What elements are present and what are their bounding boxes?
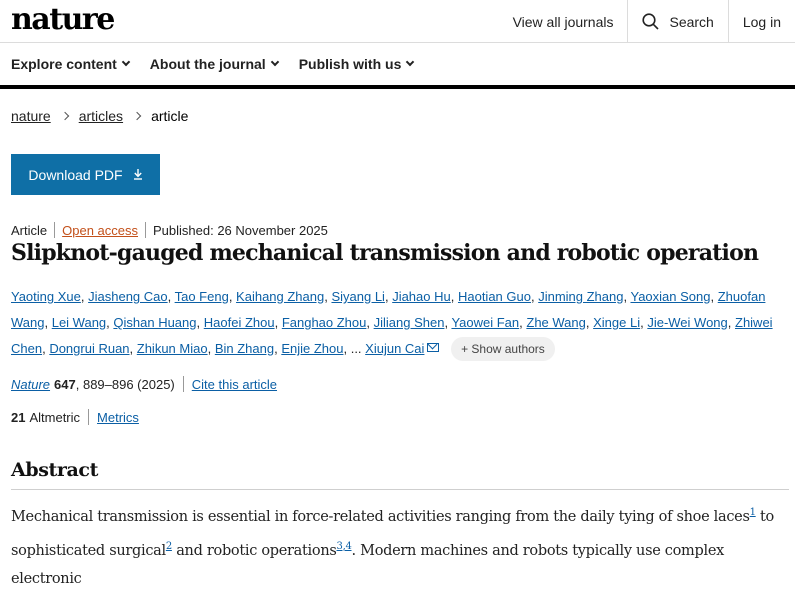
author-link[interactable]: Zhikun Miao xyxy=(136,341,208,356)
author-link[interactable]: Bin Zhang xyxy=(214,341,275,356)
journal-nav xyxy=(0,43,795,89)
journal-link[interactable]: Nature xyxy=(11,376,51,392)
search-icon xyxy=(642,13,659,30)
chevron-right-icon xyxy=(133,112,141,120)
explore-content-label: Explore content xyxy=(11,56,117,72)
download-icon xyxy=(133,167,143,183)
author-link[interactable]: Jie-Wei Wong xyxy=(647,315,728,330)
abstract-text xyxy=(11,497,795,593)
divider xyxy=(145,222,146,238)
author-link[interactable]: Jiliang Shen xyxy=(373,315,445,330)
author-link[interactable]: Yaoxian Song xyxy=(630,289,711,304)
author-link[interactable]: Qishan Huang xyxy=(113,315,197,330)
author-ellipsis: ... xyxy=(350,341,362,356)
author-link[interactable]: Jiasheng Cao xyxy=(88,289,168,304)
author-link[interactable]: Zhe Wang xyxy=(526,315,586,330)
article-type: Article xyxy=(11,222,48,238)
author-link[interactable]: Haotian Guo xyxy=(457,289,531,304)
breadcrumb-nature[interactable]: nature xyxy=(11,108,51,124)
download-pdf-label: Download PDF xyxy=(28,166,123,183)
article-meta xyxy=(11,222,328,238)
divider xyxy=(88,409,89,425)
reference-link[interactable]: 3,4 xyxy=(336,540,352,552)
site-header xyxy=(0,0,795,43)
abstract-line2-mid: and robotic operations xyxy=(171,542,337,559)
breadcrumb-current: article xyxy=(151,108,189,124)
top-nav xyxy=(499,0,795,43)
abstract-heading: Abstract xyxy=(11,459,98,481)
reference-link[interactable]: 1 xyxy=(749,507,756,518)
breadcrumb-articles[interactable]: articles xyxy=(78,108,124,124)
cite-this-article-link[interactable]: Cite this article xyxy=(191,376,278,392)
author-link[interactable]: Enjie Zhou xyxy=(281,341,344,356)
about-journal-menu[interactable] xyxy=(150,56,278,72)
download-pdf-button[interactable] xyxy=(11,154,160,195)
author-link[interactable]: Kaihang Zhang xyxy=(236,289,325,304)
reference-link[interactable]: 2 xyxy=(165,540,172,552)
divider xyxy=(54,222,55,238)
author-link[interactable]: Xinge Li xyxy=(593,315,641,330)
publish-with-us-menu[interactable] xyxy=(299,56,414,72)
volume: 647 xyxy=(54,376,76,392)
author-link[interactable]: Zhuofan Wang xyxy=(11,289,766,330)
author-link[interactable]: Fanghao Zhou xyxy=(281,315,367,330)
view-all-journals-link[interactable]: View all journals xyxy=(512,13,614,30)
nature-logo[interactable]: nature xyxy=(11,2,114,37)
author-link[interactable]: Dongrui Ruan xyxy=(49,341,130,356)
chevron-down-icon xyxy=(122,58,130,66)
abstract-line1: Mechanical transmission is essential in force-related activities ranging from the daily tying of shoe laces xyxy=(11,508,750,525)
explore-content-menu[interactable] xyxy=(11,56,129,72)
open-access-link[interactable]: Open access xyxy=(62,222,138,238)
published-date: Published: 26 November 2025 xyxy=(153,222,328,238)
about-journal-label: About the journal xyxy=(149,56,266,72)
show-authors-button[interactable]: + Show authors xyxy=(451,337,555,361)
chevron-down-icon xyxy=(270,58,278,66)
search-label: Search xyxy=(669,13,714,30)
mail-icon[interactable] xyxy=(427,343,439,352)
altmetric-count: 21 xyxy=(11,409,26,425)
citation-line xyxy=(11,376,277,392)
metrics-link[interactable]: Metrics xyxy=(97,409,139,425)
author-link[interactable]: Jinming Zhang xyxy=(538,289,624,304)
author-link[interactable]: Yaoting Xue xyxy=(11,289,81,304)
author-link[interactable]: Zhiwei Chen xyxy=(11,315,773,356)
abstract-line2: sophisticated surgical xyxy=(11,542,166,559)
login-link[interactable]: Log in xyxy=(728,0,795,43)
abstract-line2-end: . Modern machines and robots typically use complex electronic xyxy=(11,542,724,587)
author-link[interactable]: Lei Wang xyxy=(51,315,107,330)
author-link-corresponding[interactable]: Xiujun Cai xyxy=(365,341,425,356)
author-link[interactable]: Siyang Li xyxy=(331,289,385,304)
author-link[interactable]: Tao Feng xyxy=(174,289,229,304)
pages: , 889–896 (2025) xyxy=(75,376,175,392)
abstract-divider xyxy=(11,489,789,490)
author-link[interactable]: Jiahao Hu xyxy=(392,289,451,304)
chevron-right-icon xyxy=(60,112,68,120)
search-button[interactable] xyxy=(627,0,727,43)
metrics-line xyxy=(11,409,139,425)
altmetric-label: Altmetric xyxy=(29,409,81,425)
author-list: Yaoting Xue, Jiasheng Cao, Tao Feng, Kaihang Zhang, Siyang Li, Jiahao Hu, Haotian Guo, Jinming Zhang, Yaoxian Song, Zhuofan Wang, Lei Wang, Qishan Huang, Haofei Zhou, Fanghao Zhou, Jiliang Shen, Yaowei Fan, Zhe Wang, Xinge Li, Jie-Wei Wong, Zhiwei Chen, Dongrui Ruan, Zhikun Miao, Bin Zhang, Enjie Zhou, ... Xiujun Cai + Show authors xyxy=(11,284,791,362)
chevron-down-icon xyxy=(406,58,414,66)
publish-label: Publish with us xyxy=(298,56,402,72)
author-link[interactable]: Yaowei Fan xyxy=(451,315,520,330)
abstract-line1-end: to xyxy=(755,508,774,525)
article-title: Slipknot-gauged mechanical transmission and robotic operation xyxy=(11,240,759,266)
breadcrumb xyxy=(11,108,188,124)
divider xyxy=(183,376,184,392)
author-link[interactable]: Haofei Zhou xyxy=(203,315,275,330)
